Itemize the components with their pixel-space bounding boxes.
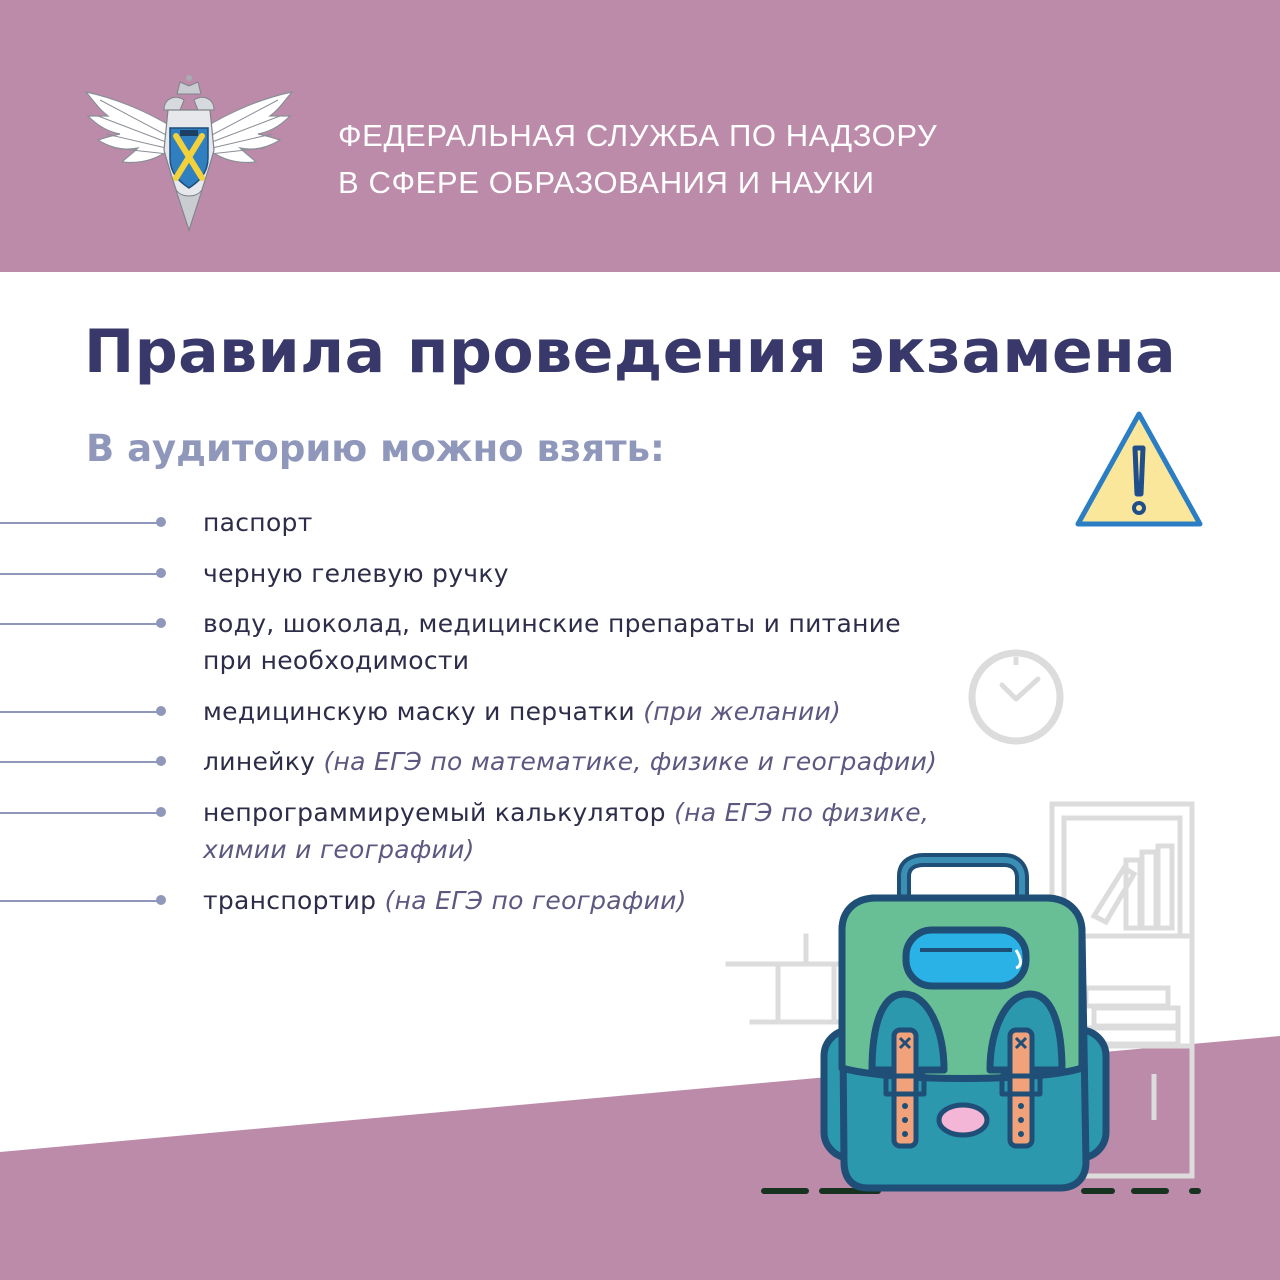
organization-name-line-2: В СФЕРЕ ОБРАЗОВАНИЯ И НАУКИ <box>338 165 875 200</box>
bullet-line <box>0 711 158 713</box>
list-item-text <box>203 693 973 730</box>
item-label: паспорт <box>203 508 313 537</box>
bullet-line <box>0 900 158 902</box>
bullet-dot <box>156 756 166 766</box>
list-item-text <box>203 794 973 868</box>
bullet-line <box>0 522 158 524</box>
bullet-line <box>0 761 158 763</box>
item-note: (на ЕГЭ по математике, физике и географии) <box>323 747 938 776</box>
item-label: линейку <box>203 747 316 776</box>
page-title: Правила проведения экзамена <box>84 317 1177 387</box>
bullet-line <box>0 623 158 625</box>
item-label: воду, шоколад, медицинские препараты и питание при необходимости <box>203 609 901 675</box>
clock-icon <box>962 645 1072 755</box>
item-note: (на ЕГЭ по физике, химии и географии) <box>203 798 930 864</box>
list-item-text <box>203 504 973 541</box>
list-item-text <box>203 743 973 780</box>
bullet-dot <box>156 618 166 628</box>
bullet-dot <box>156 706 166 716</box>
subtitle: В аудиторию можно взять: <box>86 427 665 470</box>
item-label: непрограммируемый калькулятор <box>203 798 666 827</box>
bullet-line <box>0 812 158 814</box>
organization-name-line-1: ФЕДЕРАЛЬНАЯ СЛУЖБА ПО НАДЗОРУ <box>338 118 938 153</box>
item-label: черную гелевую ручку <box>203 559 509 588</box>
item-label: транспортир <box>203 886 377 915</box>
item-note: (на ЕГЭ по географии) <box>384 886 687 915</box>
bullet-dot <box>156 807 166 817</box>
bullet-dot <box>156 568 166 578</box>
bullet-dot <box>156 895 166 905</box>
warning-icon <box>1072 408 1206 532</box>
list-item-text <box>203 605 953 679</box>
item-label: медицинскую маску и перчатки <box>203 697 635 726</box>
bullet-line <box>0 573 158 575</box>
bullet-dot <box>156 517 166 527</box>
list-item-text <box>203 555 973 592</box>
list-item-text <box>203 882 973 919</box>
item-note: (при желании) <box>643 697 842 726</box>
